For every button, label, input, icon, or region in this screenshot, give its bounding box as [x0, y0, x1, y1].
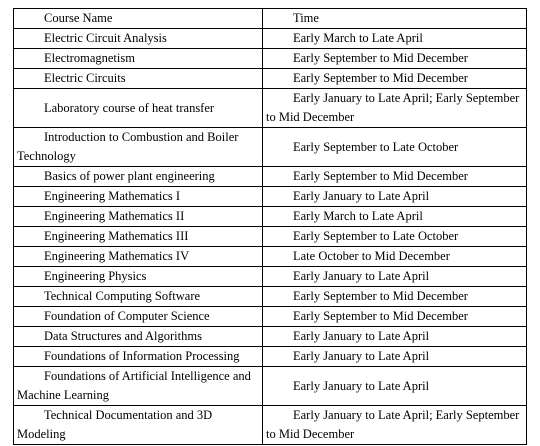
table-row [14, 167, 527, 187]
table-row [14, 247, 527, 267]
cell-course-name [14, 187, 263, 207]
cell-course-name-text: Electromagnetism [44, 51, 135, 65]
cell-course-name-text: Data Structures and Algorithms [44, 329, 202, 343]
cell-course-name-text: Electric Circuits [44, 71, 126, 85]
cell-course-name [14, 128, 263, 167]
cell-course-name [14, 247, 263, 267]
cell-time [263, 367, 527, 406]
cell-course-name [14, 207, 263, 227]
cell-time [263, 207, 527, 227]
cell-course-name [14, 367, 263, 406]
header-time [263, 9, 527, 29]
cell-time [263, 89, 527, 128]
cell-course-name [14, 406, 263, 445]
table-row [14, 267, 527, 287]
cell-time-text: Early March to Late April [293, 209, 423, 223]
table-row [14, 187, 527, 207]
cell-time-text: Early September to Mid December [293, 71, 468, 85]
cell-time [263, 29, 527, 49]
cell-course-name-text: Engineering Mathematics II [44, 209, 185, 223]
cell-course-name [14, 29, 263, 49]
cell-course-name [14, 327, 263, 347]
cell-time-text: Early September to Late October [293, 139, 459, 154]
cell-time-text: Early January to Late April [293, 378, 430, 393]
cell-course-name-text: Foundations of Artificial Intelligence and Machine Learning [17, 369, 251, 402]
cell-time-text: Early September to Mid December [293, 289, 468, 303]
cell-time [263, 267, 527, 287]
cell-course-name-text: Foundation of Computer Science [44, 309, 210, 323]
cell-time-text: Early September to Mid December [293, 309, 468, 323]
cell-time [263, 406, 527, 445]
cell-course-name [14, 347, 263, 367]
table-row [14, 307, 527, 327]
cell-time-text: Early September to Mid December [293, 51, 468, 65]
cell-course-name [14, 307, 263, 327]
cell-course-name-text: Technical Computing Software [44, 289, 201, 303]
cell-time [263, 187, 527, 207]
cell-time-text: Early March to Late April [293, 31, 423, 45]
cell-course-name [14, 49, 263, 69]
cell-time [263, 247, 527, 267]
table-row [14, 347, 527, 367]
cell-time [263, 69, 527, 89]
cell-course-name-text: Foundations of Information Processing [44, 349, 240, 363]
cell-time [263, 167, 527, 187]
table-row [14, 406, 527, 445]
cell-course-name [14, 227, 263, 247]
cell-time-text: Early January to Late April [293, 329, 430, 343]
cell-time-text: Early January to Late April; Early September to Mid December [266, 91, 520, 124]
cell-course-name-text: Technical Documentation and 3D Modeling [17, 408, 213, 441]
cell-course-name-text: Engineering Mathematics I [44, 189, 181, 203]
cell-time [263, 287, 527, 307]
cell-time [263, 327, 527, 347]
table-header-row [14, 9, 527, 29]
cell-course-name-text: Basics of power plant engineering [44, 169, 215, 183]
table-row [14, 207, 527, 227]
table-row [14, 69, 527, 89]
cell-time [263, 128, 527, 167]
cell-time [263, 347, 527, 367]
table-row [14, 227, 527, 247]
cell-course-name [14, 267, 263, 287]
table-row [14, 287, 527, 307]
cell-time-text: Early January to Late April [293, 269, 430, 283]
cell-course-name-text: Laboratory course of heat transfer [44, 100, 215, 115]
table-row [14, 29, 527, 49]
cell-course-name [14, 89, 263, 128]
cell-time-text: Late October to Mid December [293, 249, 450, 263]
cell-course-name [14, 167, 263, 187]
cell-time-text: Early September to Late October [293, 229, 459, 243]
cell-course-name [14, 69, 263, 89]
header-time-text: Time [293, 11, 319, 25]
cell-course-name-text: Engineering Mathematics IV [44, 249, 190, 263]
cell-course-name-text: Introduction to Combustion and Boiler Technology [17, 130, 239, 163]
table-row [14, 367, 527, 406]
cell-time [263, 227, 527, 247]
table-row [14, 49, 527, 69]
cell-time [263, 307, 527, 327]
header-course-name [14, 9, 263, 29]
table-row [14, 128, 527, 167]
table-row [14, 89, 527, 128]
cell-time [263, 49, 527, 69]
cell-course-name [14, 287, 263, 307]
table-body [14, 9, 527, 445]
cell-time-text: Early January to Late April; Early September to Mid December [266, 408, 520, 441]
cell-course-name-text: Engineering Physics [44, 269, 147, 283]
table-row [14, 327, 527, 347]
cell-time-text: Early January to Late April [293, 349, 430, 363]
cell-course-name-text: Engineering Mathematics III [44, 229, 189, 243]
course-schedule-table [13, 8, 527, 445]
cell-course-name-text: Electric Circuit Analysis [44, 31, 167, 45]
header-course-name-text: Course Name [44, 11, 113, 25]
cell-time-text: Early January to Late April [293, 189, 430, 203]
cell-time-text: Early September to Mid December [293, 169, 468, 183]
